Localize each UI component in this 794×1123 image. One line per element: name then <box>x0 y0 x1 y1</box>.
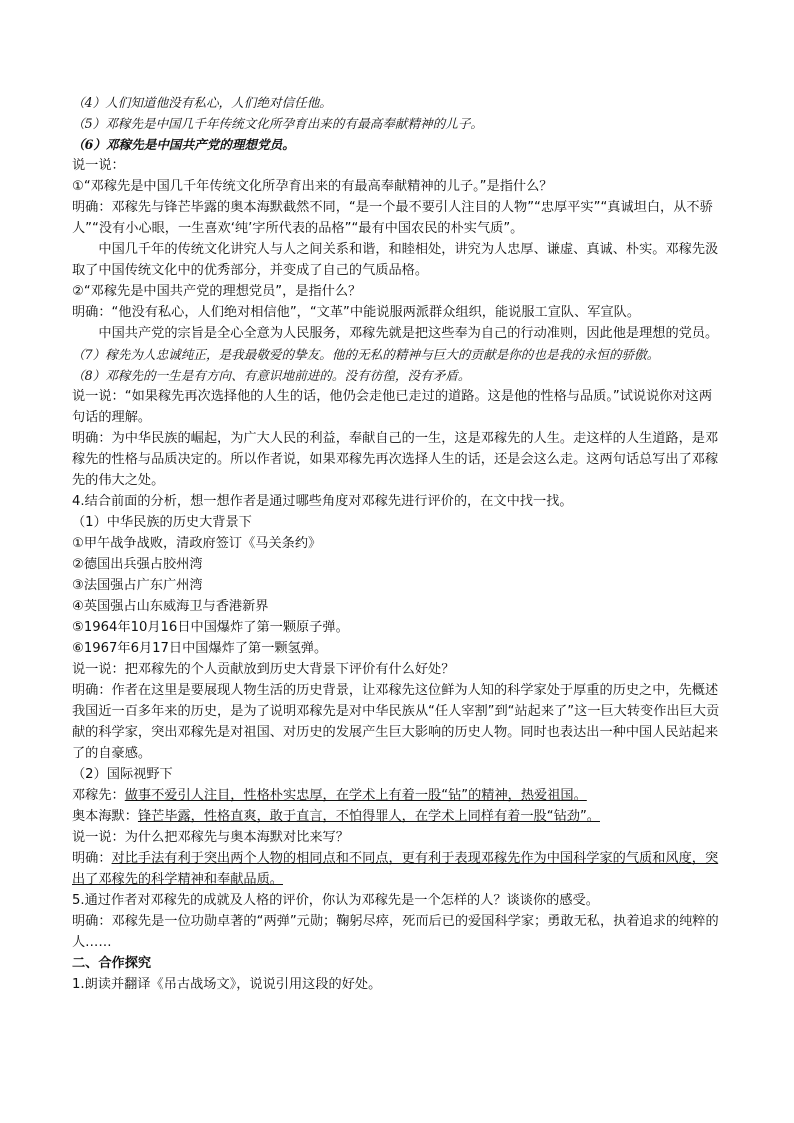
subsection-history: （1）中华民族的历史大背景下 <box>72 515 252 530</box>
answer-contrast-text: 对比手法有利于突出两个人物的相同点和不同点，更有利于表现邓稼先作为中国科学家的气质和风度，突出了邓稼先的科学精神和奉献品质。 <box>72 851 719 887</box>
question-2: ②“邓稼先是中国共产党的理想党员”，是指什么？ <box>72 284 362 299</box>
deng-description <box>72 785 724 806</box>
oppenheimer-description <box>72 806 724 827</box>
question-history: 说一说：把邓稼先的个人贡献放到历史大背景下评价有什么好处？ <box>72 662 455 677</box>
answer-5: 明确：邓稼先是一位功勋卓著的“两弹”元勋；鞠躬尽瘁，死而后已的爱国科学家；勇敢无私，执着追求的纯粹的人…… <box>72 914 719 950</box>
answer-history: 明确：作者在这里是要展现人物生活的历史背景，让邓稼先这位鲜为人知的科学家处于厚重的历史之中，先概述我国近一百多年来的历史，是为了说明邓稼先是对中华民族从“任人宰割”到“站起来了”这一巨大转变作出巨大贡献的科学家，突出邓稼先是对祖国、对历史的发展产生巨大影响的历史人物。同时也表达出一种中国人民站起来了的自豪感。 <box>72 683 720 761</box>
question-life-choice: 说一说：“如果稼先再次选择他的人生的话，他仍会走他已走过的道路。这是他的性格与品质。”试说说你对这两句话的理解。 <box>72 389 713 425</box>
history-item-4: ④英国强占山东威海卫与香港新界 <box>72 599 269 614</box>
item-7: （7）稼先为人忠诚纯正，是我最敬爱的挚友。他的无私的精神与巨大的贡献是你的也是我的永恒的骄傲。 <box>72 347 660 362</box>
history-item-2: ②德国出兵强占胶州湾 <box>72 557 203 572</box>
history-item-1: ①甲午战争战败，清政府签订《马关条约》 <box>72 536 322 551</box>
answer-1: 明确：邓稼先与锋芒毕露的奥本海默截然不同，“是一个最不要引人注目的人物”“忠厚平实”“真诚坦白，从不骄人”“没有小心眼，一生喜欢‘纯’字所代表的品格”“最有中国农民的朴实气质”。 <box>72 200 713 236</box>
answer-contrast <box>72 848 724 890</box>
item-5: （5）邓稼先是中国几千年传统文化所孕育出来的有最高奉献精神的儿子。 <box>72 116 484 131</box>
section-cooperation-title: 二、合作探究 <box>72 956 152 971</box>
section-5-title: 5.通过作者对邓稼先的成就及人格的评价，你认为邓稼先是一个怎样的人？谈谈你的感受。 <box>72 893 599 908</box>
shuo-label: 说一说： <box>72 158 125 173</box>
section-4-title: 4.结合前面的分析，想一想作者是通过哪些角度对邓稼先进行评价的，在文中找一找。 <box>72 494 573 509</box>
answer-life-choice: 明确：为中华民族的崛起，为广大人民的利益，奉献自己的一生，这是邓稼先的人生。走这样的人生道路，是邓稼先的性格与品质决定的。所以作者说，如果邓稼先再次选择人生的话，还是会这么走。这两句话总写出了邓稼先的伟大之处。 <box>72 431 719 488</box>
question-1: ①“邓稼先是中国几千年传统文化所孕育出来的有最高奉献精神的儿子。”是指什么？ <box>72 179 553 194</box>
history-item-3: ③法国强占广东广州湾 <box>72 578 203 593</box>
oppenheimer-label: 奥本海默： <box>72 809 138 824</box>
oppenheimer-text: 锋芒毕露，性格直爽，敢于直言，不怕得罪人，在学术上同样有着一股“钻劲”。 <box>137 809 600 824</box>
answer-contrast-label: 明确： <box>72 851 112 866</box>
history-item-5: ⑤1964年10月16日中国爆炸了第一颗原子弹。 <box>72 620 349 635</box>
history-item-6: ⑥1967年6月17日中国爆炸了第一颗氢弹。 <box>72 641 328 656</box>
question-contrast: 说一说：为什么把邓稼先与奥本海默对比来写？ <box>72 830 349 845</box>
cooperation-question-1: 1.朗读并翻译《吊古战场文》，说说引用这段的好处。 <box>72 977 382 992</box>
answer-1-continued: 中国几千年的传统文化讲究人与人之间关系和谐，和睦相处，讲究为人忠厚、谦虚、真诚、朴实。邓稼先汲取了中国传统文化中的优秀部分，并变成了自己的气质品格。 <box>72 242 719 278</box>
deng-text: 做事不爱引人注目，性格朴实忠厚，在学术上有着一股“钻”的精神，热爱祖国。 <box>124 788 587 803</box>
item-8: （8）邓稼先的一生是有方向、有意识地前进的。没有彷徨，没有矛盾。 <box>72 368 471 383</box>
deng-label: 邓稼先： <box>72 788 125 803</box>
answer-2-continued: 中国共产党的宗旨是全心全意为人民服务，邓稼先就是把这些奉为自己的行动准则，因此他是理想的党员。 <box>98 326 719 341</box>
answer-2: 明确：“他没有私心，人们绝对相信他”，“文革”中能说服两派群众组织，能说服工宣队、军宣队。 <box>72 305 641 320</box>
item-4: （4）人们知道他没有私心，人们绝对信任他。 <box>72 95 332 110</box>
item-6: （6）邓稼先是中国共产党的理想党员。 <box>72 137 295 152</box>
subsection-international: （2）国际视野下 <box>72 767 173 782</box>
